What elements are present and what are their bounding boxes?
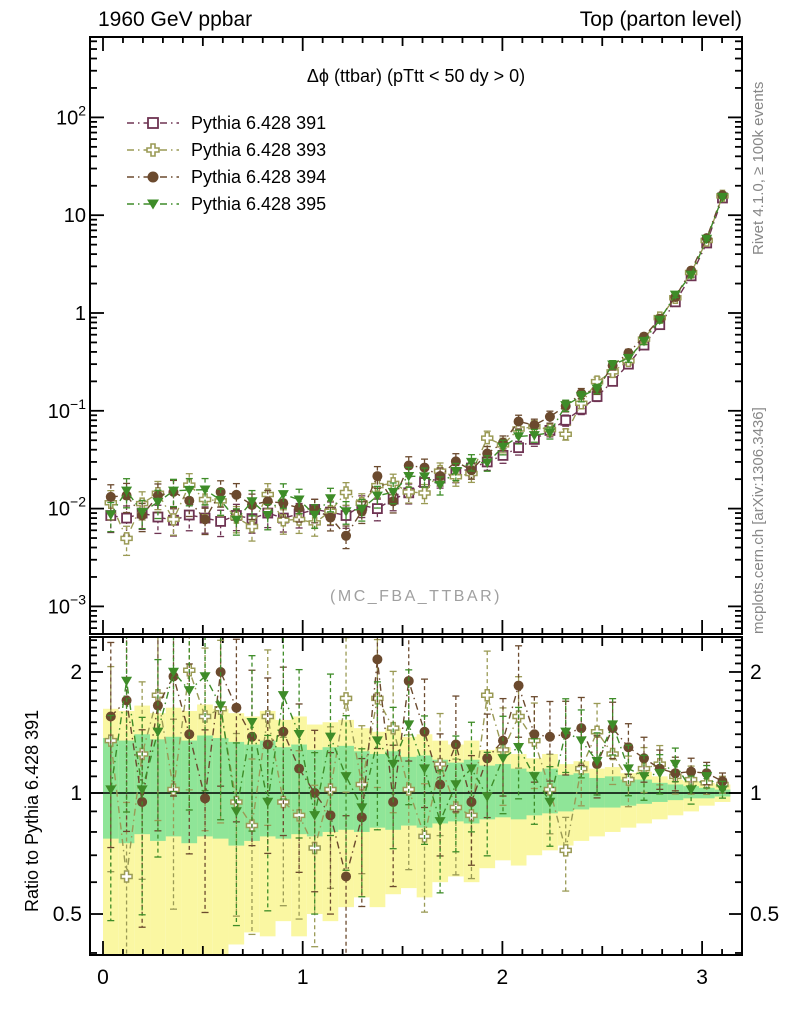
svg-text:1: 1: [70, 782, 82, 805]
series-Pythia-6.428-391: [106, 193, 727, 536]
svg-text:0.5: 0.5: [750, 903, 780, 927]
svg-text:10−2: $10^{-2}$: [47, 493, 86, 521]
svg-text:10−3: $10^{-3}$: [47, 591, 86, 619]
mcplots-arxiv-note: mcplots.cern.ch [arXiv:1306.3436]: [750, 407, 767, 634]
legend-label: Pythia 6.428 391: [191, 112, 327, 133]
svg-text:0.5: 0.5: [52, 903, 82, 927]
ratio-axis-label: Ratio to Pythia 6.428 391: [22, 709, 42, 912]
svg-text:2: 2: [70, 660, 82, 684]
svg-text:2: 2: [750, 660, 762, 684]
legend-label: Pythia 6.428 394: [191, 166, 327, 187]
svg-text:3: 3: [696, 966, 708, 989]
svg-text:1: 1: [296, 966, 309, 989]
ratio-bands: [103, 705, 730, 956]
plot-title: Δϕ (ttbar) (pTtt < 50 dy > 0): [306, 66, 526, 86]
header-beam-label: 1960 GeV ppbar: [98, 8, 253, 31]
svg-text:1: 1: [74, 303, 86, 325]
legend-label: Pythia 6.428 395: [191, 193, 327, 214]
svg-text:0: 0: [97, 966, 109, 989]
svg-text:1: 1: [750, 782, 762, 805]
header-analysis-label: Top (parton level): [579, 8, 742, 31]
svg-text:10−1: $10^{-1}$: [47, 395, 86, 423]
series-Pythia-6.428-394: [106, 190, 728, 548]
svg-text:10: 10: [63, 205, 86, 228]
series-Pythia-6.428-395: [105, 193, 728, 535]
svg-text:102: $10^2$: [55, 102, 86, 130]
legend-label: Pythia 6.428 393: [191, 139, 327, 160]
series-Pythia-6.428-393: [105, 190, 728, 555]
rivet-version-note: Rivet 4.1.0, ≥ 100k events: [750, 81, 767, 255]
svg-text:2: 2: [496, 966, 509, 989]
watermark-analysis-tag: (MC_FBA_TTBAR): [330, 588, 502, 605]
